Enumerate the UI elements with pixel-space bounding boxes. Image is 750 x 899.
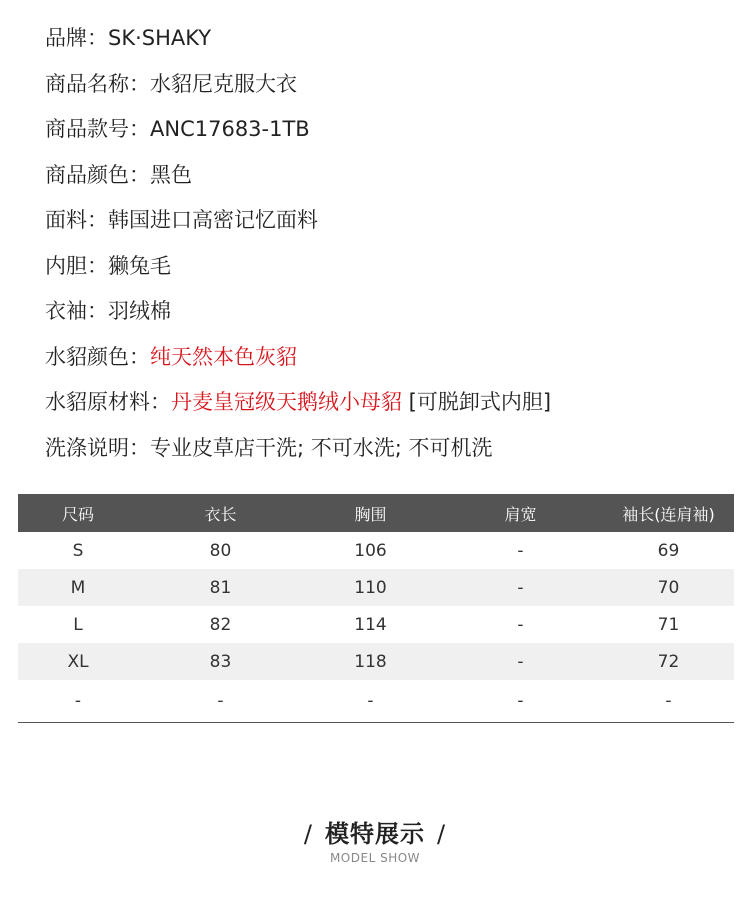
spec-row-mink-material	[45, 386, 735, 432]
table-cell: -	[603, 680, 734, 723]
heading-slash-left: /	[303, 820, 313, 848]
spec-value: ANC17683-1TB	[150, 117, 310, 141]
table-cell: -	[303, 680, 438, 723]
header-shoulder: 肩宽	[438, 494, 603, 532]
table-cell: -	[517, 614, 524, 635]
header-sleeve: 袖长(连肩袖)	[603, 494, 734, 532]
section-heading	[0, 814, 750, 849]
spec-suffix: [可脱卸式内胆]	[402, 390, 552, 414]
spec-value-highlight: 丹麦皇冠级天鹅绒小母貂	[171, 390, 402, 414]
spec-value: 水貂尼克服大衣	[150, 71, 297, 96]
section-subheading: MODEL SHOW	[329, 851, 421, 865]
spec-label: 商品款号：	[45, 117, 150, 141]
table-cell: 71	[657, 614, 680, 635]
spec-label: 洗涤说明：	[45, 435, 150, 460]
spec-row-brand	[45, 22, 735, 68]
table-header-row	[18, 494, 734, 532]
spec-label: 商品名称：	[45, 71, 150, 96]
spec-row-style-number	[45, 113, 735, 159]
spec-label: 面料：	[45, 208, 108, 232]
spec-label: 水貂颜色：	[45, 344, 150, 369]
spec-row-lining	[45, 250, 735, 296]
table-cell: -	[438, 569, 603, 606]
spec-row-mink-color	[45, 341, 735, 387]
header-chest: 胸围	[303, 494, 438, 532]
table-cell: L	[73, 614, 83, 635]
table-cell: 81	[138, 569, 303, 606]
size-chart-table	[18, 494, 734, 723]
spec-value: 专业皮草店干洗; 不可水洗; 不可机洗	[150, 435, 493, 460]
table-cell: XL	[18, 643, 138, 680]
table-cell: M	[18, 569, 138, 606]
header-size: 尺码	[18, 494, 138, 532]
table-row	[18, 680, 734, 723]
spec-row-color	[45, 159, 735, 205]
table-cell: 118	[303, 643, 438, 680]
table-row	[18, 643, 734, 680]
spec-row-product-name	[45, 68, 735, 114]
table-cell: 70	[603, 569, 734, 606]
table-cell: 72	[603, 643, 734, 680]
table-cell: 106	[354, 540, 387, 561]
spec-value-highlight: 纯天然本色灰貂	[150, 344, 297, 369]
table-row	[18, 606, 734, 643]
spec-label: 商品颜色：	[45, 162, 150, 187]
table-cell: 110	[303, 569, 438, 606]
product-specs	[45, 22, 735, 477]
table-cell: 80	[209, 540, 232, 561]
table-row	[18, 532, 734, 569]
spec-value: 黑色	[150, 162, 192, 187]
table-cell: 82	[209, 614, 232, 635]
table-cell: -	[517, 540, 524, 561]
table-cell: 114	[354, 614, 387, 635]
spec-row-fabric	[45, 204, 735, 250]
table-cell: S	[72, 540, 84, 561]
table-cell: 83	[138, 643, 303, 680]
spec-label: 衣袖：	[45, 299, 108, 323]
spec-label: 品牌：	[45, 26, 108, 50]
table-cell: 69	[657, 540, 680, 561]
spec-label: 内胆：	[45, 253, 108, 278]
spec-row-washing	[45, 432, 735, 478]
table-cell: -	[18, 680, 138, 723]
header-length: 衣长	[138, 494, 303, 532]
spec-label: 水貂原材料：	[45, 390, 171, 414]
heading-text: 模特展示	[325, 820, 425, 848]
spec-value: SK·SHAKY	[108, 26, 212, 50]
table-cell: -	[438, 643, 603, 680]
table-row	[18, 569, 734, 606]
heading-slash-right: /	[437, 820, 447, 848]
spec-row-sleeve	[45, 295, 735, 341]
spec-value: 獭兔毛	[108, 253, 171, 278]
spec-value: 韩国进口高密记忆面料	[108, 208, 318, 232]
spec-value: 羽绒棉	[108, 299, 171, 323]
table-cell: -	[438, 680, 603, 723]
table-cell: -	[138, 680, 303, 723]
